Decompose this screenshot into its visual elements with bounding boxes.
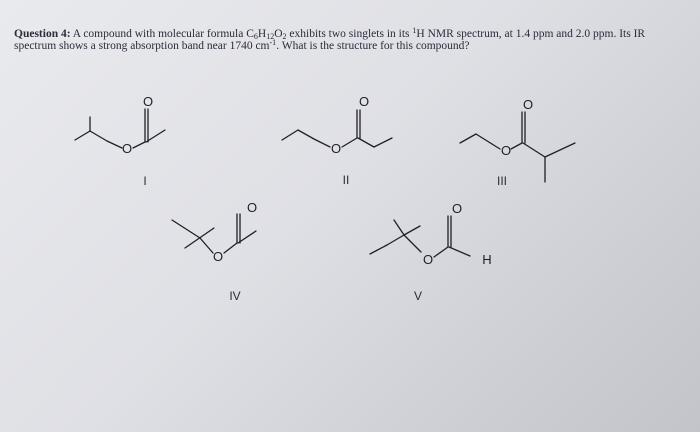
question-text-part: A compound with molecular formula C	[70, 28, 254, 40]
ester-oxygen-label: O	[500, 143, 512, 158]
structure-numeral: I	[143, 174, 147, 188]
structure-iv	[172, 200, 257, 303]
formula-subscript: 12	[266, 32, 275, 41]
carbonyl-oxygen-label: O	[358, 94, 370, 109]
structure-v	[370, 201, 492, 303]
structure-ii	[282, 94, 392, 187]
question-label: Question 4:	[14, 28, 71, 40]
formula-subscript: 2	[282, 32, 287, 41]
structure-iii	[460, 97, 575, 188]
ester-oxygen-label: O	[212, 249, 224, 264]
ir-superscript: -1	[269, 38, 277, 47]
carbonyl-oxygen-label: O	[451, 201, 463, 216]
ester-oxygen-label: O	[330, 141, 342, 156]
formula-subscript: 6	[253, 32, 258, 41]
structure-i	[75, 94, 165, 188]
carbonyl-oxygen-label: O	[246, 200, 258, 215]
structure-numeral: V	[413, 289, 423, 303]
question-text-part: H	[257, 28, 267, 40]
structure-numeral: IV	[229, 289, 241, 303]
question-text-part: . What is the structure for this compound?	[276, 40, 470, 52]
structure-numeral: II	[342, 173, 350, 187]
question-text-part: exhibits two singlets in its	[286, 28, 413, 40]
nmr-superscript: 1	[412, 26, 417, 35]
carbonyl-oxygen-label: O	[522, 97, 534, 112]
carbonyl-oxygen-label: O	[142, 94, 154, 109]
structure-numeral: III	[496, 174, 508, 188]
question-text-part: O	[274, 28, 283, 40]
question-text-part: H NMR spectrum, at 1.4 ppm and 2.0 ppm. Its IR spectrum shows a strong absorption band near 1740 cm	[14, 28, 646, 52]
ester-oxygen-label: O	[422, 252, 434, 267]
hydrogen-label: H	[482, 252, 492, 267]
ester-oxygen-label: O	[121, 141, 133, 156]
